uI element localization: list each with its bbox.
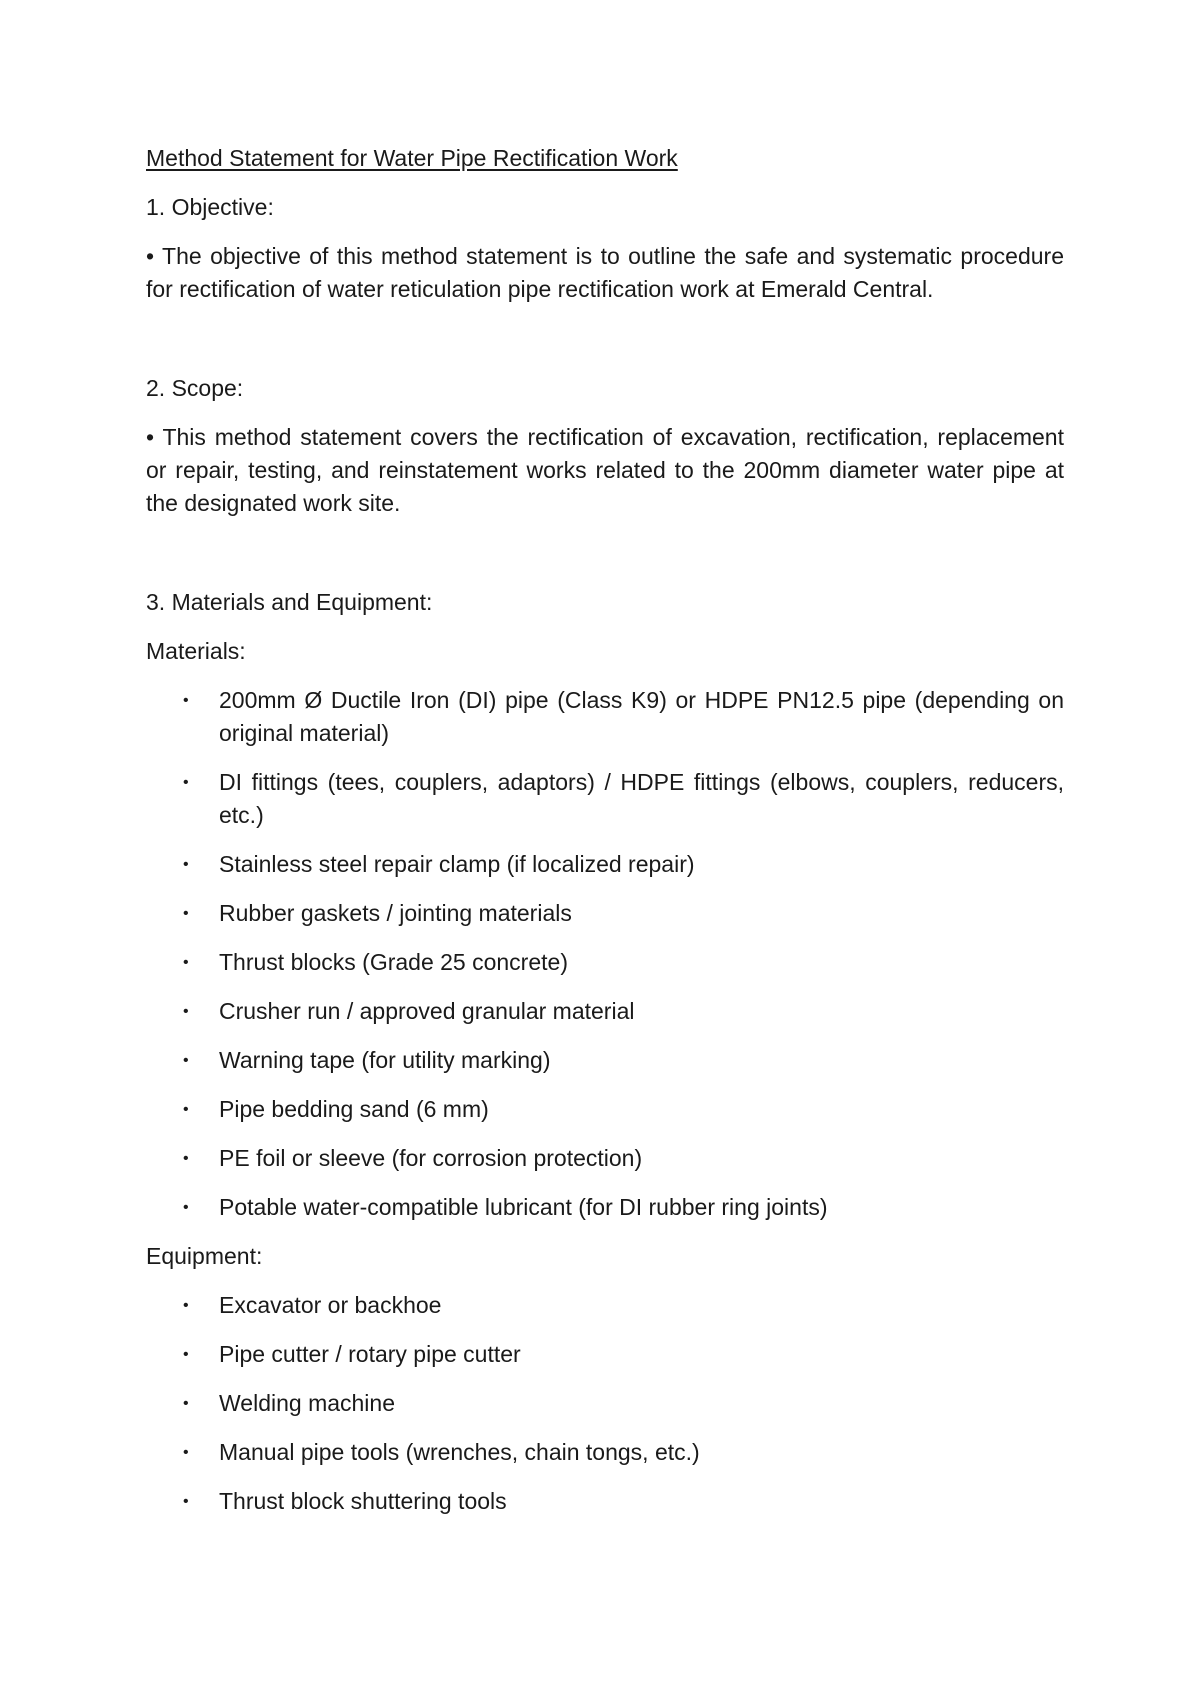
bullet-icon: •: [183, 1444, 189, 1461]
document-title: Method Statement for Water Pipe Rectification Work: [146, 145, 678, 171]
materials-list: [146, 684, 1064, 1224]
list-item-text: PE foil or sleeve (for corrosion protection): [219, 1145, 643, 1171]
list-item: [146, 1142, 1064, 1175]
bullet-icon: •: [183, 692, 189, 709]
list-item-text: Manual pipe tools (wrenches, chain tongs, etc.): [219, 1439, 700, 1465]
document-page: [146, 142, 1064, 1518]
bullet-icon: •: [183, 1297, 189, 1314]
bullet-icon: •: [183, 954, 189, 971]
list-item-text: Stainless steel repair clamp (if localized repair): [219, 851, 695, 877]
materials-label: Materials:: [146, 638, 246, 664]
list-item-text: Excavator or backhoe: [219, 1292, 442, 1318]
bullet-icon: •: [183, 1052, 189, 1069]
list-item: [146, 897, 1064, 930]
list-item: [146, 848, 1064, 881]
spacer: [146, 520, 1064, 570]
list-item-text: Warning tape (for utility marking): [219, 1047, 551, 1073]
list-item-text: Pipe bedding sand (6 mm): [219, 1096, 489, 1122]
section-heading-scope: 2. Scope:: [146, 375, 244, 401]
list-item-text: Potable water-compatible lubricant (for DI rubber ring joints): [219, 1194, 828, 1220]
scope-paragraph: • This method statement covers the rectification of excavation, rectification, replacement or repair, testing, and reinstatement works related to the 200mm diameter water pipe at the designated work site.: [146, 424, 1064, 516]
list-item: [146, 684, 1064, 750]
list-item: [146, 1387, 1064, 1420]
list-item: [146, 1338, 1064, 1371]
list-item: [146, 766, 1064, 832]
bullet-icon: •: [183, 1199, 189, 1216]
section-heading-objective: 1. Objective:: [146, 194, 274, 220]
bullet-icon: •: [183, 1346, 189, 1363]
list-item-text: Crusher run / approved granular material: [219, 998, 635, 1024]
bullet-icon: •: [183, 1003, 189, 1020]
equipment-list: [146, 1289, 1064, 1518]
list-item-text: Pipe cutter / rotary pipe cutter: [219, 1341, 521, 1367]
list-item: [146, 1191, 1064, 1224]
objective-paragraph: • The objective of this method statement is to outline the safe and systematic procedure for rectification of water reticulation pipe rectification work at Emerald Central.: [146, 243, 1064, 302]
bullet-icon: •: [183, 856, 189, 873]
list-item: [146, 1289, 1064, 1322]
section-heading-materials-equipment: 3. Materials and Equipment:: [146, 589, 433, 615]
list-item-text: Rubber gaskets / jointing materials: [219, 900, 572, 926]
bullet-icon: •: [183, 1493, 189, 1510]
equipment-label: Equipment:: [146, 1243, 263, 1269]
bullet-icon: •: [183, 1101, 189, 1118]
list-item: [146, 1485, 1064, 1518]
list-item: [146, 995, 1064, 1028]
list-item: [146, 1436, 1064, 1469]
bullet-icon: •: [183, 1395, 189, 1412]
bullet-icon: •: [183, 1150, 189, 1167]
list-item-text: Welding machine: [219, 1390, 396, 1416]
bullet-icon: •: [183, 774, 189, 791]
list-item-text: DI fittings (tees, couplers, adaptors) / HDPE fittings (elbows, couplers, reducers, etc.): [219, 769, 1064, 828]
list-item-text: Thrust block shuttering tools: [219, 1488, 507, 1514]
list-item: [146, 1044, 1064, 1077]
bullet-icon: •: [183, 905, 189, 922]
spacer: [146, 306, 1064, 356]
list-item-text: Thrust blocks (Grade 25 concrete): [219, 949, 568, 975]
list-item: [146, 946, 1064, 979]
list-item: [146, 1093, 1064, 1126]
list-item-text: 200mm Ø Ductile Iron (DI) pipe (Class K9) or HDPE PN12.5 pipe (depending on original material): [219, 687, 1064, 746]
